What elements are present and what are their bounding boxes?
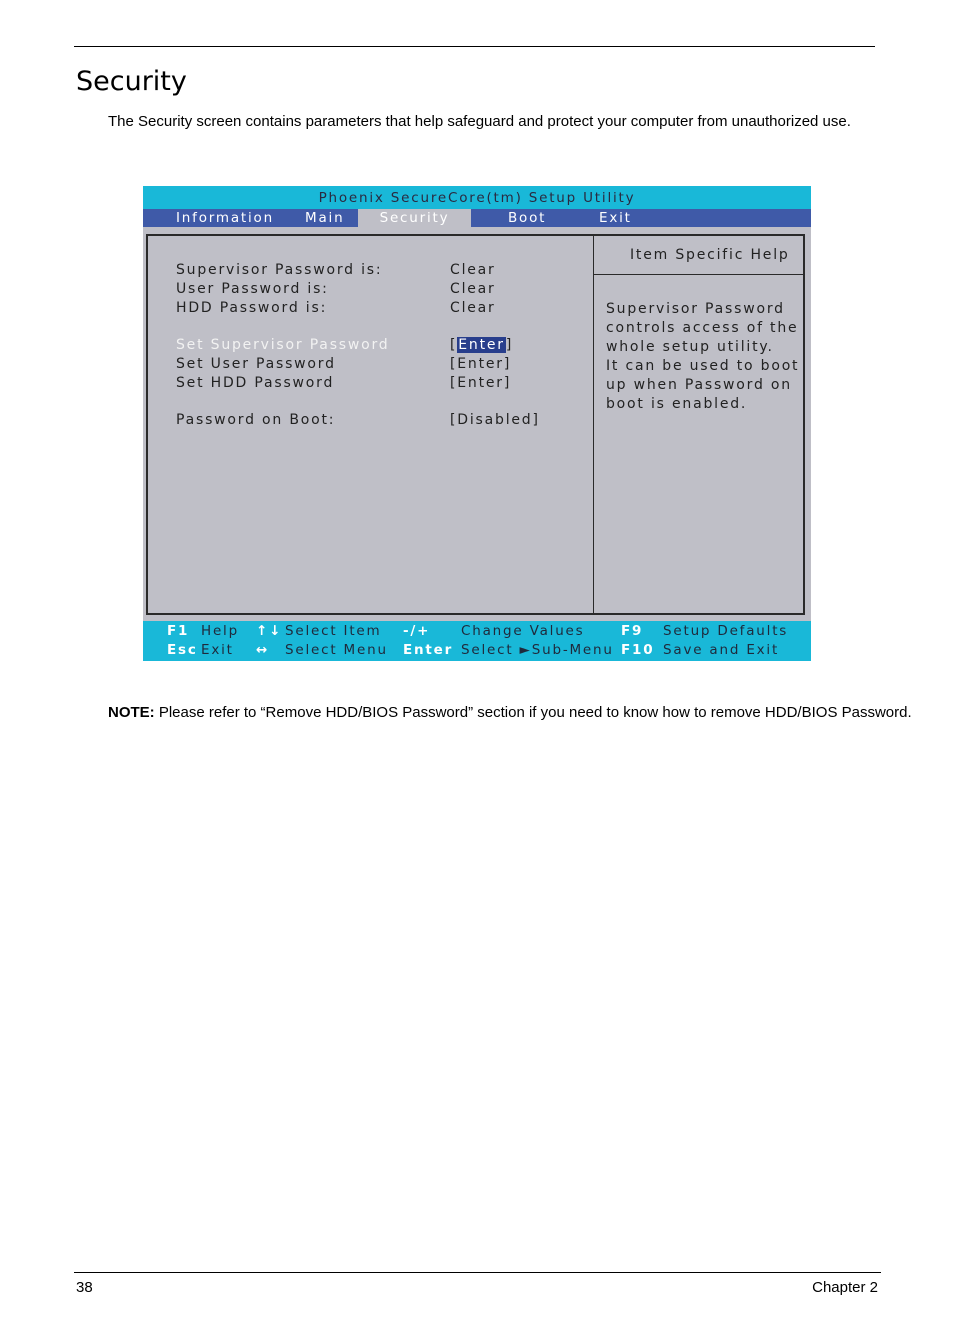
left-right-arrows-icon: ↔ (256, 642, 270, 658)
bios-screenshot (143, 186, 811, 661)
item-label-user-status: User Password is: (176, 281, 329, 297)
bios-title-bar: Phoenix SecureCore(tm) Setup Utility (143, 186, 811, 209)
item-value-hdd-status: Clear (450, 300, 496, 316)
help-title: Item Specific Help (630, 247, 790, 263)
item-value-user-status: Clear (450, 281, 496, 297)
item-label-supervisor-status: Supervisor Password is: (176, 262, 383, 278)
item-value-set-supervisor-password[interactable]: [Enter] (450, 337, 514, 353)
footer-rule (74, 1272, 881, 1273)
menu-information[interactable]: Information (176, 210, 274, 226)
note-text: Please refer to “Remove HDD/BIOS Password” section if you need to know how to remove HDD/BIOS Password. (154, 704, 912, 721)
help-line: up when Password on (606, 377, 792, 393)
page-number: 38 (76, 1279, 93, 1296)
help-line: boot is enabled. (606, 396, 748, 412)
key-esc-desc: Exit (201, 642, 234, 658)
key-f9: F9 (621, 623, 644, 639)
item-set-supervisor-password[interactable]: Set Supervisor Password (176, 337, 390, 353)
key-f10: F10 (621, 642, 655, 658)
selected-enter-value[interactable]: Enter (458, 337, 505, 353)
key-leftright-desc: Select Menu (285, 642, 388, 658)
item-password-on-boot[interactable]: Password on Boot: (176, 412, 336, 428)
help-line: whole setup utility. (606, 339, 774, 355)
bios-main-panel (146, 234, 805, 615)
key-plus-minus-desc: Change Values (461, 623, 585, 639)
key-plus-minus: -/+ (403, 623, 431, 639)
key-enter: Enter (403, 642, 454, 658)
key-updown-desc: Select Item (285, 623, 382, 639)
help-line: Supervisor Password (606, 301, 785, 317)
item-set-user-password[interactable]: Set User Password (176, 356, 336, 372)
header-rule (74, 46, 875, 47)
bios-key-legend (143, 621, 811, 661)
intro-paragraph: The Security screen contains parameters that help safeguard and protect your computer from unauthorized use. (108, 113, 851, 130)
key-f10-desc: Save and Exit (663, 642, 780, 658)
key-f1-desc: Help (201, 623, 239, 639)
item-value-set-hdd-password[interactable]: [Enter] (450, 375, 512, 391)
help-line: controls access of the (606, 320, 799, 336)
item-value-set-user-password[interactable]: [Enter] (450, 356, 512, 372)
up-down-arrows-icon: ↑↓ (256, 623, 283, 639)
menu-exit[interactable]: Exit (599, 210, 632, 226)
key-f1: F1 (167, 623, 190, 639)
page-title: Security (76, 66, 187, 97)
note-paragraph (108, 703, 930, 722)
item-label-hdd-status: HDD Password is: (176, 300, 328, 316)
item-value-supervisor-status: Clear (450, 262, 496, 278)
chapter-label: Chapter 2 (812, 1279, 878, 1296)
menu-main[interactable]: Main (305, 210, 345, 226)
key-esc: Esc (167, 642, 198, 658)
bios-menu-bar (143, 209, 811, 227)
item-value-password-on-boot[interactable]: [Disabled] (450, 412, 540, 428)
key-f9-desc: Setup Defaults (663, 623, 789, 639)
help-divider (594, 274, 803, 275)
menu-boot[interactable]: Boot (508, 210, 547, 226)
key-enter-desc: Select ►Sub-Menu (461, 642, 614, 658)
note-label: NOTE: (108, 704, 155, 721)
panel-divider (593, 236, 594, 613)
item-set-hdd-password[interactable]: Set HDD Password (176, 375, 335, 391)
help-line: It can be used to boot (606, 358, 800, 374)
menu-security[interactable]: Security (358, 209, 471, 227)
